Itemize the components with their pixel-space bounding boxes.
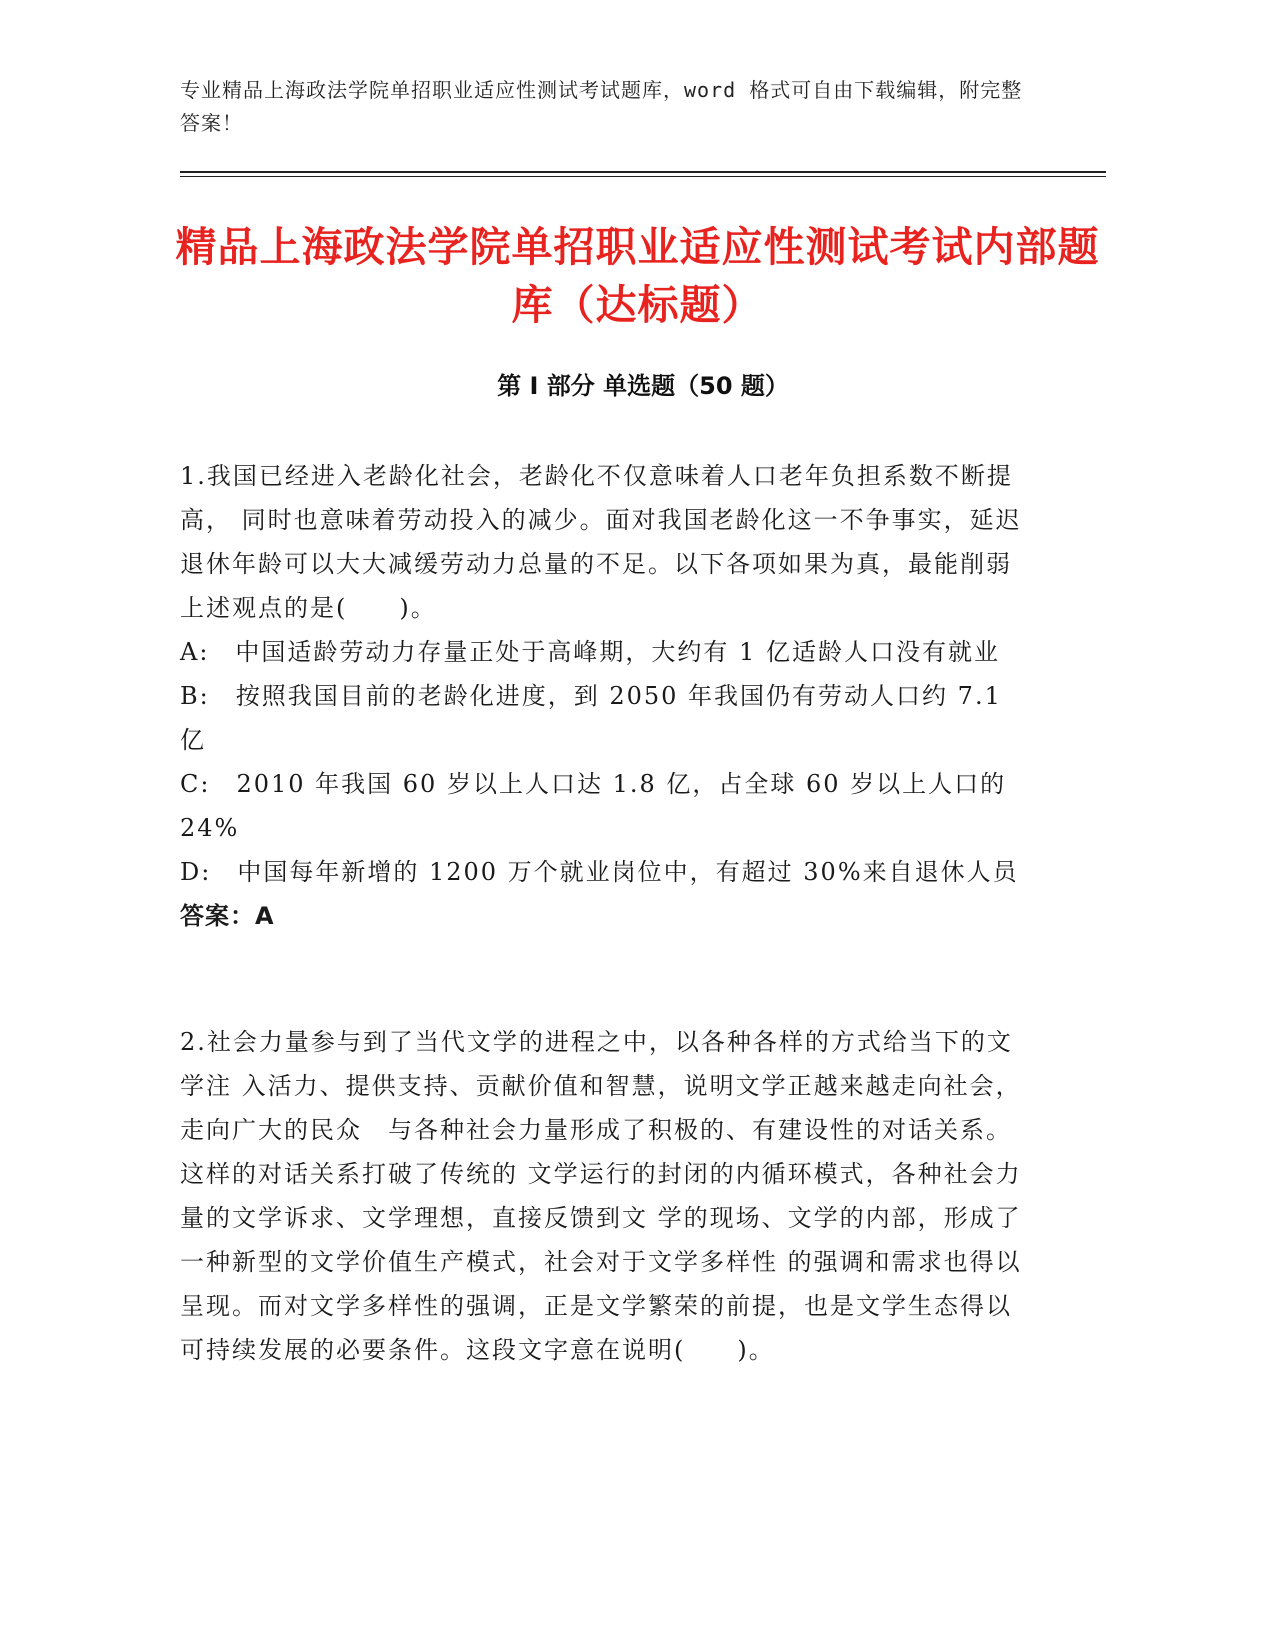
option-a: A: 中国适龄劳动力存量正处于高峰期，大约有 1 亿适龄人口没有就业	[180, 638, 1000, 666]
header-rule-thin	[180, 176, 1106, 177]
header-rule-thick	[180, 171, 1106, 173]
option-d: D: 中国每年新增的 1200 万个就业岗位中，有超过 30%来自退休人员	[180, 858, 1019, 886]
answer-line: 答案：A	[180, 902, 275, 930]
section-heading: 第 I 部分 单选题（50 题）	[497, 372, 789, 400]
question-stem: 1.我国已经进入老龄化社会，老龄化不仅意味着人口老年负担系数不断提高， 同时也意味着劳动投入的减少。面对我国老龄化这一不争事实，延迟退休年龄可以大大减缓劳动力总量的不足。以下各项如果为真，最能削弱上述观点的是( )。	[180, 462, 1022, 622]
header-note: 专业精品上海政法学院单招职业适应性测试考试题库，word 格式可自由下载编辑，附完整答案！	[180, 78, 1023, 135]
document-title: 精品上海政法学院单招职业适应性测试考试内部题库（达标题）	[175, 223, 1100, 329]
question-1	[180, 454, 1025, 938]
question-stem: 2.社会力量参与到了当代文学的进程之中，以各种各样的方式给当下的文学注 入活力、提供支持、贡献价值和智慧，说明文学正越来越走向社会，走向广大的民众 与各种社会力量形成了积极的、有建设性的对话关系。这样的对话关系打破了传统的 文学运行的封闭的内循环模式，各种社会力量的文学诉求、文学理想，直接反馈到文 学的现场、文学的内部，形成了一种新型的文学价值生产模式，社会对于文学多样性 的强调和需求也得以呈现。而对文学多样性的强调，正是文学繁荣的前提，也是文学生态得以可持续发展的必要条件。这段文字意在说明( )。	[180, 1028, 1022, 1364]
option-c: C: 2010 年我国 60 岁以上人口达 1.8 亿，占全球 60 岁以上人口的 24%	[180, 770, 1007, 842]
option-b: B: 按照我国目前的老龄化进度，到 2050 年我国仍有劳动人口约 7.1 亿	[180, 682, 1002, 754]
question-2	[180, 1020, 1025, 1372]
